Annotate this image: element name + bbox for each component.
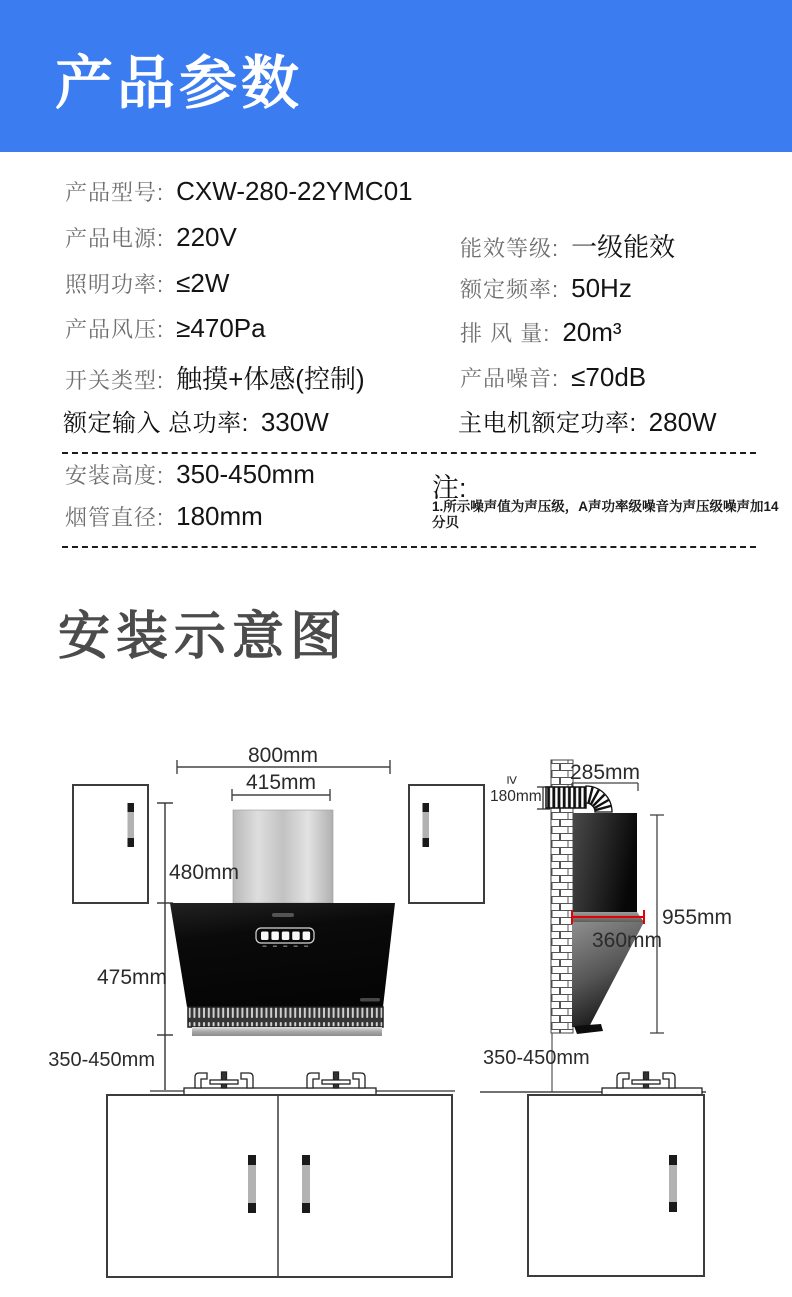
page-title: 产品参数: [55, 51, 304, 116]
front-view: [73, 760, 484, 1277]
spec-value: 330W: [260, 407, 329, 437]
spec-label: 额定频率:: [460, 277, 560, 302]
spec-value: 一级能效: [571, 232, 676, 262]
spec-value: ≥470Pa: [176, 313, 266, 343]
installation-diagram: [0, 740, 792, 1297]
hood-base-strip: [192, 1027, 382, 1036]
spec-value: 280W: [648, 407, 717, 437]
spec-label: 能效等级:: [460, 236, 560, 261]
spec-label: 排 风 量:: [460, 321, 551, 346]
spec-label: 额定输入 总功率:: [63, 410, 249, 437]
dim-label-360mm: 360mm: [592, 929, 663, 952]
side-view: [480, 760, 706, 1276]
control-button: [271, 932, 279, 941]
duct-elbow: [586, 786, 612, 812]
gas-stove-side: [602, 1072, 702, 1095]
control-button: [261, 932, 269, 941]
spec-value: 350-450mm: [176, 459, 315, 489]
dim-label-install-height-left: 350-450mm: [48, 1049, 155, 1071]
spec-label: 主电机额定功率:: [458, 410, 637, 437]
spec-value: CXW-280-22YMC01: [176, 176, 413, 206]
spec-row-duct-diameter: [65, 501, 263, 532]
dim-label-180mm: 180mm: [490, 788, 542, 805]
hood-front-panel: [170, 903, 395, 1007]
divider-dashed-bottom: [62, 546, 756, 548]
upper-cabinet-left: [73, 785, 148, 903]
spec-row-frequency: [460, 273, 632, 304]
install-section-title: 安装示意图: [58, 608, 349, 666]
spec-row-airflow: [460, 317, 622, 348]
control-button: [303, 932, 311, 941]
note-text: 1.所示噪声值为声压级，A声功率级噪音为声压级噪声加14分贝: [432, 499, 779, 530]
lower-cabinet-right: [528, 1095, 704, 1276]
hood-grille: [188, 1007, 383, 1027]
spec-row-lamp-power: [65, 268, 229, 299]
control-button: [292, 932, 300, 941]
hood-chimney: [233, 810, 333, 903]
spec-row-pressure: [65, 313, 266, 344]
spec-row-power-supply: [65, 222, 237, 253]
dim-label-415mm: 415mm: [245, 771, 317, 794]
spec-label: 产品型号:: [65, 180, 165, 205]
spec-label: 产品风压:: [65, 317, 165, 342]
spec-label: 产品噪音:: [460, 366, 560, 391]
exhaust-duct: [546, 787, 586, 808]
spec-value: ≤70dB: [571, 362, 647, 392]
dim-line-heights: [157, 803, 173, 1090]
model-print: [360, 998, 380, 1002]
note-title: 注:: [432, 473, 467, 503]
spec-row-install-height: [65, 459, 315, 490]
spec-label: 开关类型:: [65, 368, 165, 393]
gas-stove-front: [184, 1072, 376, 1095]
spec-label: 安装高度:: [65, 463, 165, 488]
hood-side-upper: [573, 813, 637, 912]
dim-label-955mm: 955mm: [662, 906, 733, 929]
spec-value: 触摸+体感(控制): [176, 364, 365, 394]
header-banner: [0, 0, 792, 152]
spec-label: 产品电源:: [65, 226, 165, 251]
control-button: [282, 932, 290, 941]
spec-row-model: [65, 176, 413, 207]
spec-value: 220V: [176, 222, 237, 252]
spec-value: 20m³: [562, 317, 622, 347]
spec-value: 50Hz: [571, 273, 632, 303]
spec-value: 180mm: [176, 501, 263, 531]
spec-label: 照明功率:: [65, 272, 165, 297]
dim-label-install-height-right: 350-450mm: [483, 1047, 590, 1069]
dim-label-475mm: 475mm: [97, 966, 168, 989]
dim-label-ge-symbol: ≥: [503, 775, 521, 785]
brand-logo: [272, 913, 294, 917]
spec-row-energy-grade: [460, 227, 675, 264]
lower-cabinet-left: [107, 1095, 452, 1277]
spec-row-switch-type: [65, 359, 365, 396]
upper-cabinet-right: [409, 785, 484, 903]
divider-dashed-top: [62, 452, 756, 454]
spec-row-noise: [460, 362, 646, 393]
dim-label-480mm: 480mm: [169, 861, 240, 884]
spec-row-motor-power: [458, 403, 717, 438]
dim-label-285mm: 285mm: [570, 761, 641, 784]
spec-value: ≤2W: [176, 268, 230, 298]
dim-label-800mm: 800mm: [247, 744, 319, 767]
spec-row-rated-input: [63, 403, 329, 438]
spec-label: 烟管直径:: [65, 505, 165, 530]
